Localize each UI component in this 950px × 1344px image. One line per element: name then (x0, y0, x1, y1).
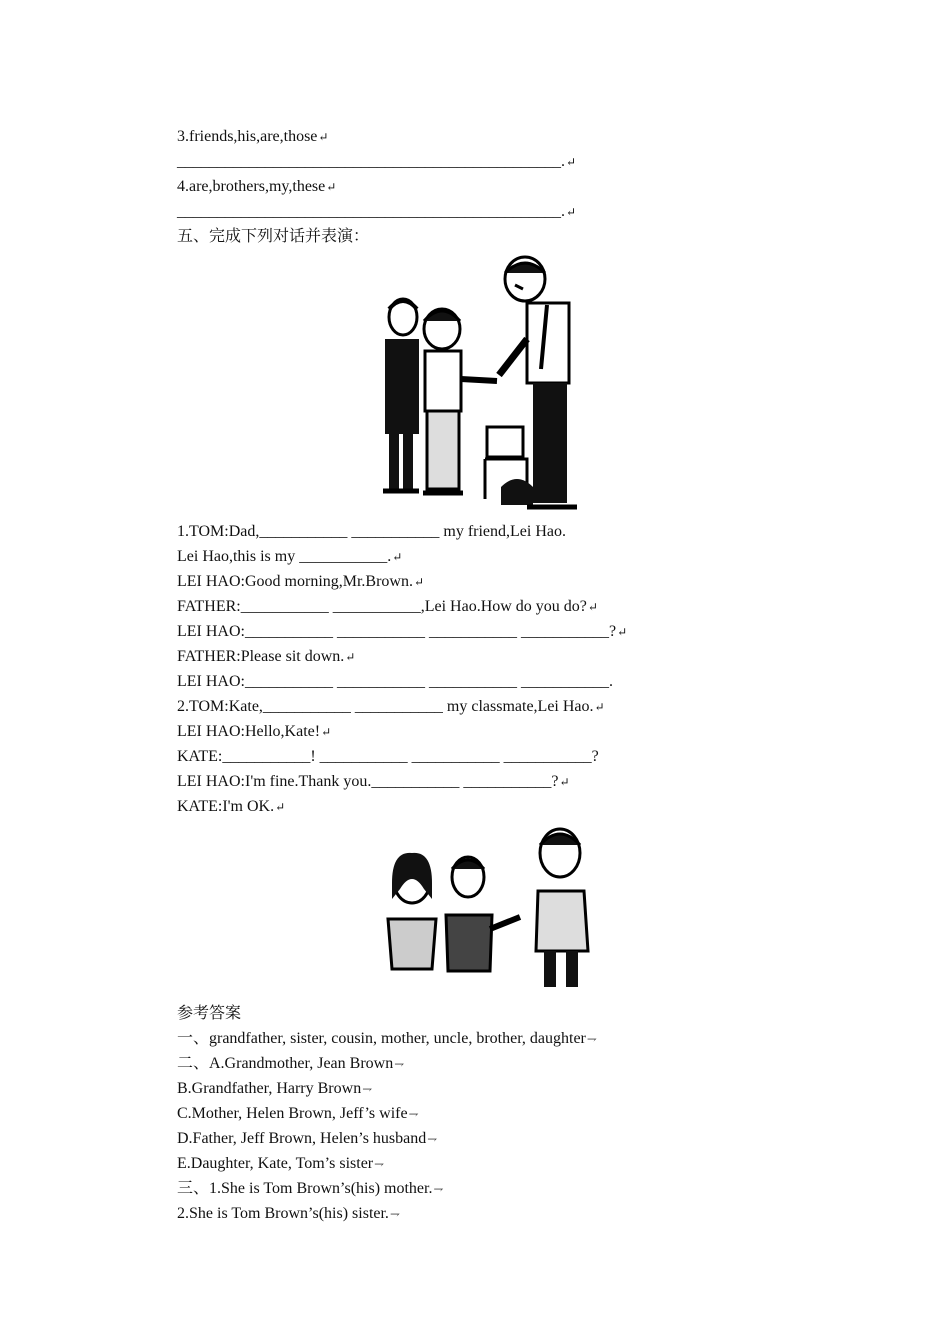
answer-text: D.Father, Jeff Brown, Helen’s husband (177, 1130, 427, 1147)
dialogue-1 (177, 519, 737, 694)
answer-blank-4-line: ________________________________________________. (177, 203, 565, 220)
dialogue-line (177, 744, 737, 769)
dialogue-text: LEI HAO:___________ ___________ ___________ ___________. (177, 673, 613, 690)
line-break-icon: ⇁ (362, 1082, 373, 1096)
paragraph-mark-icon: ↵ (326, 180, 336, 194)
paragraph-mark-icon: ↵ (318, 130, 328, 144)
question-4-text: 4.are,brothers,my,these (177, 178, 326, 195)
answer-key-title (177, 1001, 737, 1026)
answer-blank-3 (177, 149, 737, 174)
answer-key-title-text: 参考答案 (177, 1005, 242, 1022)
dialogue-line (177, 544, 737, 569)
dialogue-line (177, 569, 737, 594)
introduction-illustration (374, 819, 610, 991)
line-break-icon: ⇁ (427, 1132, 438, 1146)
dialogue-line (177, 519, 737, 544)
paragraph-mark-icon: ↵ (566, 155, 576, 169)
paragraph-mark-icon: ↵ (321, 725, 331, 739)
dialogue-line (177, 794, 737, 819)
answer-line (177, 1051, 737, 1076)
document-page (177, 124, 737, 1226)
dialogue-line (177, 644, 737, 669)
dialogue-line (177, 669, 737, 694)
paragraph-mark-icon: ↵ (275, 800, 285, 814)
dialogue-text: LEI HAO:Good morning,Mr.Brown. (177, 573, 413, 590)
answer-line (177, 1026, 737, 1051)
paragraph-mark-icon: ↵ (345, 650, 355, 664)
dialogue-text: FATHER:Please sit down. (177, 648, 345, 665)
answer-blank-3-line: ________________________________________________. (177, 153, 565, 170)
dialogue-text: LEI HAO:Hello,Kate! (177, 723, 321, 740)
dialogue-line (177, 594, 737, 619)
dialogue-text: LEI HAO:I'm fine.Thank you.___________ ___________? (177, 773, 559, 790)
answer-line (177, 1076, 737, 1101)
dialogue-2 (177, 694, 737, 819)
paragraph-mark-icon: ↵ (559, 775, 569, 789)
paragraph-mark-icon: ↵ (566, 205, 576, 219)
answer-line (177, 1101, 737, 1126)
line-break-icon: ⇁ (408, 1107, 419, 1121)
dialogue-text: Lei Hao,this is my ___________. (177, 548, 392, 565)
dialogue-line (177, 719, 737, 744)
introduction-drawing (374, 819, 610, 991)
handshake-drawing (377, 249, 605, 519)
line-break-icon: ⇁ (374, 1157, 385, 1171)
answer-line (177, 1201, 737, 1226)
answer-text: E.Daughter, Kate, Tom’s sister (177, 1155, 374, 1172)
answer-text: B.Grandfather, Harry Brown (177, 1080, 362, 1097)
answer-text: 三、1.She is Tom Brown’s(his) mother. (177, 1180, 433, 1197)
answer-blank-4 (177, 199, 737, 224)
line-break-icon: ⇁ (389, 1207, 400, 1221)
answer-line (177, 1176, 737, 1201)
line-break-icon: ⇁ (586, 1032, 597, 1046)
question-3-text: 3.friends,his,are,those (177, 128, 318, 145)
answer-line (177, 1151, 737, 1176)
question-3 (177, 124, 737, 149)
dialogue-text: KATE:I'm OK. (177, 798, 275, 815)
dialogue-text: KATE:___________! ___________ ___________ ___________? (177, 748, 599, 765)
paragraph-mark-icon: ↵ (392, 550, 402, 564)
answer-text: 二、A.Grandmother, Jean Brown (177, 1055, 394, 1072)
answer-key (177, 1001, 737, 1226)
dialogue-text: FATHER:___________ ___________,Lei Hao.How do you do? (177, 598, 587, 615)
handshake-illustration (377, 249, 605, 519)
dialogue-line (177, 694, 737, 719)
answer-text: 2.She is Tom Brown’s(his) sister. (177, 1205, 389, 1222)
dialogue-text: 1.TOM:Dad,___________ ___________ my friend,Lei Hao. (177, 523, 566, 540)
question-4 (177, 174, 737, 199)
paragraph-mark-icon: ↵ (587, 600, 597, 614)
dialogue-text: LEI HAO:___________ ___________ ___________ ___________? (177, 623, 617, 640)
answer-line (177, 1126, 737, 1151)
section-5-title (177, 224, 737, 249)
answer-text: C.Mother, Helen Brown, Jeff’s wife (177, 1105, 408, 1122)
paragraph-mark-icon: ↵ (617, 625, 627, 639)
section-5-title-text: 五、完成下列对话并表演： (177, 228, 370, 245)
paragraph-mark-icon: ↵ (594, 700, 604, 714)
dialogue-line (177, 619, 737, 644)
paragraph-mark-icon: ↵ (413, 575, 424, 589)
line-break-icon: ⇁ (394, 1057, 405, 1071)
line-break-icon: ⇁ (433, 1182, 444, 1196)
dialogue-line (177, 769, 737, 794)
answer-text: 一、grandfather, sister, cousin, mother, uncle, brother, daughter (177, 1030, 586, 1047)
dialogue-text: 2.TOM:Kate,___________ ___________ my classmate,Lei Hao. (177, 698, 594, 715)
